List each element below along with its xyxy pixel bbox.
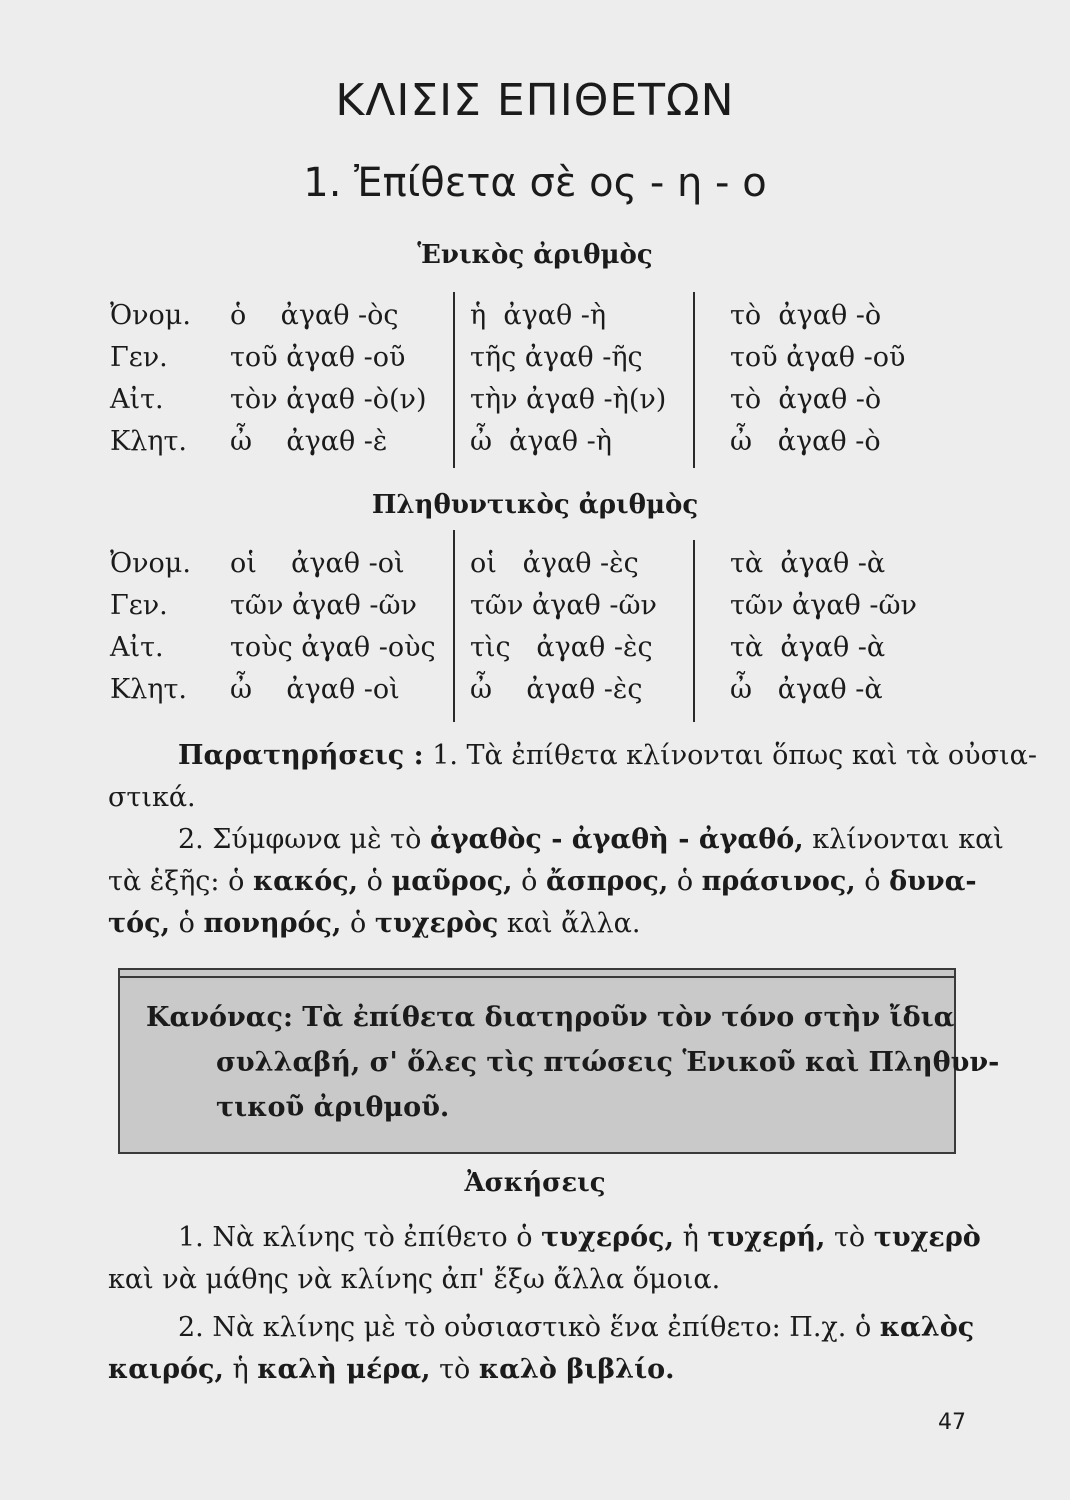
rule-line-3: τικοῦ ἀριθμοῦ. <box>216 1092 450 1123</box>
case-label: Γεν. <box>110 342 168 373</box>
feminine-form: ἡ ἀγαθ -ὴ <box>470 300 607 331</box>
feminine-form: ὦ ἀγαθ -ὲς <box>470 674 643 705</box>
column-divider <box>453 292 455 468</box>
masculine-form: οἱ ἀγαθ -οὶ <box>230 548 405 579</box>
rule-line-2: συλλαβή, σ' ὅλες τὶς πτώσεις Ἑνικοῦ καὶ Πληθυν- <box>216 1047 1000 1078</box>
page-number: 47 <box>938 1410 966 1435</box>
note-1-text: 1. Τὰ ἐπίθετα κλίνονται ὅπως καὶ τὰ οὐσια- <box>432 740 1037 771</box>
exercise-text: ἡ <box>223 1354 258 1385</box>
note-2-adjective: πράσινος, <box>701 866 856 897</box>
exercise-2-line-2 <box>108 1354 675 1385</box>
note-2-text: ὁ <box>668 866 702 897</box>
notes-label: Παρατηρήσεις : <box>178 740 424 771</box>
column-divider <box>453 530 455 722</box>
note-2-text: τὰ ἑξῆς: ὁ <box>108 866 253 897</box>
masculine-form: ὦ ἀγαθ -ὲ <box>230 426 388 457</box>
masculine-form: ὦ ἀγαθ -οὶ <box>230 674 400 705</box>
neuter-form: τὸ ἀγαθ -ὸ <box>730 384 882 415</box>
feminine-form: τῆς ἀγαθ -ῆς <box>470 342 643 373</box>
masculine-form: τοῦ ἀγαθ -οῦ <box>230 342 406 373</box>
exercise-adjective: καλὸς <box>879 1312 975 1343</box>
neuter-form: τὰ ἀγαθ -ὰ <box>730 632 886 663</box>
plural-heading: Πληθυντικὸς ἀριθμὸς <box>371 490 699 520</box>
exercise-2-line-1 <box>178 1312 974 1343</box>
neuter-form: ὦ ἀγαθ -ὰ <box>730 674 883 705</box>
neuter-form: τὸ ἀγαθ -ὸ <box>730 300 882 331</box>
case-label: Γεν. <box>110 590 168 621</box>
exercise-adjective: καιρός, <box>108 1354 224 1385</box>
note-2-text: ὁ <box>855 866 890 897</box>
masculine-form: τῶν ἀγαθ -ῶν <box>230 590 417 621</box>
masculine-form: τὸν ἀγαθ -ὸ(ν) <box>230 384 427 415</box>
exercise-adjective: καλὸ βιβλίο. <box>478 1354 675 1385</box>
note-2-adjective: τός, <box>108 908 171 939</box>
case-label: Ὀνομ. <box>110 300 191 331</box>
case-label: Ὀνομ. <box>110 548 191 579</box>
exercise-text: ἡ <box>674 1222 708 1253</box>
note-2-line-2 <box>108 866 977 897</box>
note-2-line-1 <box>178 824 1004 855</box>
neuter-form: τῶν ἀγαθ -ῶν <box>730 590 917 621</box>
exercise-adjective: τυχερός, <box>541 1222 674 1253</box>
column-divider <box>693 540 695 722</box>
note-2-adjective: κακός, <box>252 866 359 897</box>
exercise-text: τὸ <box>825 1222 874 1253</box>
neuter-form: τὰ ἀγαθ -ὰ <box>730 548 886 579</box>
note-2-text: κλίνονται καὶ <box>803 824 1004 855</box>
column-divider <box>693 292 695 468</box>
section-subtitle: 1. Ἐπίθετα σὲ ος - η - ο <box>303 160 767 206</box>
note-2-adjective: ἀγαθὸς - ἀγαθὴ - ἀγαθό, <box>429 824 804 855</box>
exercise-text: τὸ <box>430 1354 479 1385</box>
exercise-adjective: τυχερή, <box>707 1222 826 1253</box>
note-2-text: ὁ <box>358 866 392 897</box>
neuter-form: ὦ ἀγαθ -ὸ <box>730 426 881 457</box>
feminine-form: τὴν ἀγαθ -ὴ(ν) <box>470 384 667 415</box>
note-2-text: 2. Σύμφωνα μὲ τὸ <box>178 824 430 855</box>
exercise-1-line-2: καὶ νὰ μάθης νὰ κλίνης ἀπ' ἔξω ἄλλα ὅμοια. <box>108 1264 721 1295</box>
neuter-form: τοῦ ἀγαθ -οῦ <box>730 342 906 373</box>
feminine-form: τὶς ἀγαθ -ὲς <box>470 632 653 663</box>
exercise-adjective: τυχερὸ <box>873 1222 981 1253</box>
case-label: Κλητ. <box>110 426 187 457</box>
note-1-line-1 <box>178 740 1037 771</box>
note-2-text: καὶ ἄλλα. <box>498 908 641 939</box>
note-2-adjective: πονηρός, <box>203 908 342 939</box>
exercise-1-line-1 <box>178 1222 981 1253</box>
note-2-adjective: ἄσπρος, <box>545 866 669 897</box>
note-2-text: ὁ <box>170 908 204 939</box>
note-2-text: ὁ <box>512 866 546 897</box>
exercise-adjective: καλὴ μέρα, <box>257 1354 431 1385</box>
feminine-form: ὦ ἀγαθ -ὴ <box>470 426 612 457</box>
masculine-form: τοὺς ἀγαθ -οὺς <box>230 632 436 663</box>
note-2-line-3 <box>108 908 640 939</box>
feminine-form: οἱ ἀγαθ -ὲς <box>470 548 639 579</box>
feminine-form: τῶν ἀγαθ -ῶν <box>470 590 657 621</box>
note-2-adjective: δυνα- <box>889 866 977 897</box>
singular-heading: Ἑνικὸς ἀριθμὸς <box>417 240 653 270</box>
exercise-text: 2. Νὰ κλίνης μὲ τὸ οὐσιαστικὸ ἕνα ἐπίθετο: Π.χ. ὁ <box>178 1312 880 1343</box>
note-1-line-2: στικά. <box>108 782 196 813</box>
case-label: Κλητ. <box>110 674 187 705</box>
exercise-text: 1. Νὰ κλίνης τὸ ἐπίθετο ὁ <box>178 1222 542 1253</box>
note-2-adjective: μαῦρος, <box>391 866 513 897</box>
rule-box-border <box>120 976 954 978</box>
note-2-adjective: τυχερὸς <box>374 908 499 939</box>
masculine-form: ὁ ἀγαθ -ὸς <box>230 300 399 331</box>
case-label: Αἰτ. <box>110 632 164 663</box>
note-2-text: ὁ <box>341 908 375 939</box>
page-title: ΚΛΙΣΙΣ ΕΠΙΘΕΤΩΝ <box>335 75 735 126</box>
rule-line-1: Κανόνας: Τὰ ἐπίθετα διατηροῦν τὸν τόνο στὴν ἴδια <box>146 1002 955 1033</box>
exercises-heading: Ἀσκήσεις <box>464 1168 606 1198</box>
case-label: Αἰτ. <box>110 384 164 415</box>
